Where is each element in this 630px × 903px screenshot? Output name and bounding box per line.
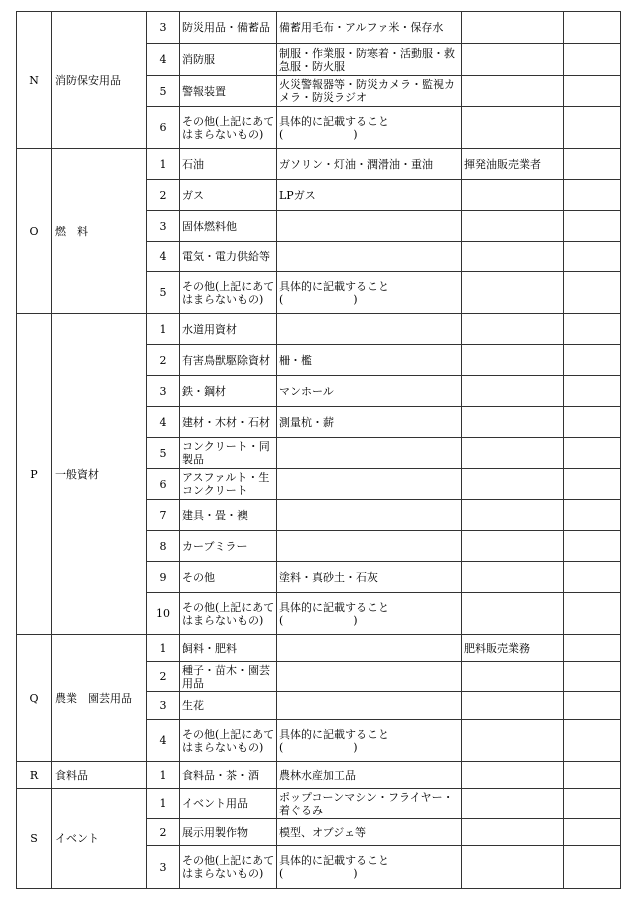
item-example: 柵・檻 xyxy=(277,345,462,376)
category-table xyxy=(16,11,621,889)
category-name: 食料品 xyxy=(52,762,147,789)
item-number: 5 xyxy=(147,76,180,107)
blank-cell xyxy=(564,819,621,846)
blank-cell xyxy=(564,107,621,149)
item-number: 4 xyxy=(147,242,180,272)
item-example: 塗料・真砂土・石灰 xyxy=(277,562,462,593)
blank-cell xyxy=(564,662,621,692)
item-example-blank: ( ) xyxy=(279,127,358,141)
item-note xyxy=(462,211,564,242)
item-example-blank: ( ) xyxy=(279,867,358,880)
item-number: 1 xyxy=(147,789,180,819)
item-note xyxy=(462,662,564,692)
blank-cell xyxy=(564,438,621,469)
item-note xyxy=(462,12,564,44)
item-name: 食料品・茶・酒 xyxy=(180,762,277,789)
category-code: P xyxy=(17,314,52,635)
blank-cell xyxy=(564,345,621,376)
blank-cell xyxy=(564,531,621,562)
item-name: 消防服 xyxy=(180,44,277,76)
table-row xyxy=(17,149,621,180)
table-row xyxy=(17,762,621,789)
item-number: 10 xyxy=(147,593,180,635)
item-note xyxy=(462,692,564,720)
item-example xyxy=(277,662,462,692)
item-example-cell xyxy=(277,720,462,762)
item-number: 2 xyxy=(147,180,180,211)
item-number: 3 xyxy=(147,692,180,720)
table-row xyxy=(17,635,621,662)
blank-cell xyxy=(564,469,621,500)
item-number: 5 xyxy=(147,438,180,469)
item-name: ガス xyxy=(180,180,277,211)
item-example xyxy=(277,469,462,500)
item-example: 具体的に記載すること xyxy=(279,600,389,614)
category-name: 消防保安用品 xyxy=(52,12,147,149)
item-note xyxy=(462,789,564,819)
item-example: マンホール xyxy=(277,376,462,407)
blank-cell xyxy=(564,242,621,272)
category-code: N xyxy=(17,12,52,149)
item-number: 3 xyxy=(147,12,180,44)
item-note xyxy=(462,438,564,469)
table-row xyxy=(17,12,621,44)
item-note xyxy=(462,76,564,107)
category-name: 燃 料 xyxy=(52,149,147,314)
table-row xyxy=(17,314,621,345)
blank-cell xyxy=(564,720,621,762)
item-example xyxy=(277,635,462,662)
item-example: 具体的に記載すること xyxy=(279,727,389,741)
item-example xyxy=(277,438,462,469)
item-note xyxy=(462,242,564,272)
item-number: 2 xyxy=(147,345,180,376)
item-note: 肥料販売業務 xyxy=(462,635,564,662)
item-example: 農林水産加工品 xyxy=(277,762,462,789)
item-name: 有害鳥獣駆除資材 xyxy=(180,345,277,376)
blank-cell xyxy=(564,846,621,889)
item-number: 7 xyxy=(147,500,180,531)
item-number: 1 xyxy=(147,314,180,345)
blank-cell xyxy=(564,76,621,107)
item-example xyxy=(277,211,462,242)
item-note: 揮発油販売業者 xyxy=(462,149,564,180)
item-name: その他(上記にあてはまらないもの) xyxy=(180,720,277,762)
item-name: アスファルト・生コンクリート xyxy=(180,469,277,500)
item-example-blank: ( ) xyxy=(279,292,358,306)
item-name: 電気・電力供給等 xyxy=(180,242,277,272)
item-example-blank: ( ) xyxy=(279,740,358,754)
item-note xyxy=(462,531,564,562)
item-name: 種子・苗木・園芸用品 xyxy=(180,662,277,692)
item-note xyxy=(462,593,564,635)
item-name: 建材・木材・石材 xyxy=(180,407,277,438)
blank-cell xyxy=(564,407,621,438)
table-row xyxy=(17,789,621,819)
item-number: 4 xyxy=(147,44,180,76)
item-note xyxy=(462,819,564,846)
item-example-cell xyxy=(277,272,462,314)
item-note xyxy=(462,314,564,345)
item-name: カーブミラー xyxy=(180,531,277,562)
item-number: 3 xyxy=(147,211,180,242)
item-note xyxy=(462,562,564,593)
category-name: 一般資材 xyxy=(52,314,147,635)
item-number: 6 xyxy=(147,107,180,149)
item-number: 4 xyxy=(147,407,180,438)
item-number: 1 xyxy=(147,149,180,180)
item-name: 生花 xyxy=(180,692,277,720)
item-name: その他(上記にあてはまらないもの) xyxy=(180,846,277,889)
item-example: LPガス xyxy=(277,180,462,211)
item-name: 鉄・鋼材 xyxy=(180,376,277,407)
blank-cell xyxy=(564,211,621,242)
item-example: 具体的に記載すること xyxy=(279,114,389,128)
item-example: 模型、オブジェ等 xyxy=(277,819,462,846)
category-code: O xyxy=(17,149,52,314)
item-number: 1 xyxy=(147,635,180,662)
blank-cell xyxy=(564,44,621,76)
blank-cell xyxy=(564,180,621,211)
item-example: 備蓄用毛布・アルファ米・保存水 xyxy=(277,12,462,44)
blank-cell xyxy=(564,692,621,720)
item-note xyxy=(462,762,564,789)
blank-cell xyxy=(564,149,621,180)
item-note xyxy=(462,107,564,149)
item-example xyxy=(277,531,462,562)
item-name: その他(上記にあてはまらないもの) xyxy=(180,593,277,635)
item-name: 固体燃料他 xyxy=(180,211,277,242)
item-example-blank: ( ) xyxy=(279,613,358,627)
item-example: 制服・作業服・防寒着・活動服・救急服・防火服 xyxy=(277,44,462,76)
blank-cell xyxy=(564,376,621,407)
item-example: ポップコーンマシン・フライヤー・着ぐるみ xyxy=(277,789,462,819)
item-example: 測量杭・薪 xyxy=(277,407,462,438)
item-number: 2 xyxy=(147,819,180,846)
item-note xyxy=(462,345,564,376)
item-name: 飼料・肥料 xyxy=(180,635,277,662)
item-number: 8 xyxy=(147,531,180,562)
item-example xyxy=(277,500,462,531)
blank-cell xyxy=(564,762,621,789)
item-name: イベント用品 xyxy=(180,789,277,819)
item-example: 火災警報器等・防災カメラ・監視カメラ・防災ラジオ xyxy=(277,76,462,107)
item-number: 3 xyxy=(147,846,180,889)
blank-cell xyxy=(564,593,621,635)
item-number: 6 xyxy=(147,469,180,500)
item-number: 3 xyxy=(147,376,180,407)
item-note xyxy=(462,846,564,889)
item-number: 9 xyxy=(147,562,180,593)
item-name: 展示用製作物 xyxy=(180,819,277,846)
category-code: S xyxy=(17,789,52,889)
item-note xyxy=(462,469,564,500)
category-code: R xyxy=(17,762,52,789)
item-example-cell xyxy=(277,846,462,889)
item-name: 防災用品・備蓄品 xyxy=(180,12,277,44)
item-example xyxy=(277,242,462,272)
blank-cell xyxy=(564,789,621,819)
blank-cell xyxy=(564,314,621,345)
item-name: その他(上記にあてはまらないもの) xyxy=(180,272,277,314)
item-number: 1 xyxy=(147,762,180,789)
item-example xyxy=(277,692,462,720)
item-example-cell xyxy=(277,107,462,149)
item-name: 警報装置 xyxy=(180,76,277,107)
blank-cell xyxy=(564,272,621,314)
item-name: その他(上記にあてはまらないもの) xyxy=(180,107,277,149)
item-note xyxy=(462,44,564,76)
item-note xyxy=(462,407,564,438)
blank-cell xyxy=(564,12,621,44)
item-name: 建具・畳・襖 xyxy=(180,500,277,531)
item-note xyxy=(462,376,564,407)
blank-cell xyxy=(564,635,621,662)
item-number: 4 xyxy=(147,720,180,762)
item-note xyxy=(462,180,564,211)
blank-cell xyxy=(564,500,621,531)
item-example-cell xyxy=(277,593,462,635)
item-note xyxy=(462,272,564,314)
item-example: 具体的に記載すること xyxy=(279,279,389,293)
item-number: 5 xyxy=(147,272,180,314)
item-name: コンクリート・同製品 xyxy=(180,438,277,469)
item-example xyxy=(277,314,462,345)
item-name: 水道用資材 xyxy=(180,314,277,345)
item-name: 石油 xyxy=(180,149,277,180)
item-example: 具体的に記載すること xyxy=(279,854,389,867)
category-code: Q xyxy=(17,635,52,762)
item-note xyxy=(462,720,564,762)
blank-cell xyxy=(564,562,621,593)
item-example: ガソリン・灯油・潤滑油・重油 xyxy=(277,149,462,180)
category-name: イベント xyxy=(52,789,147,889)
item-name: その他 xyxy=(180,562,277,593)
item-note xyxy=(462,500,564,531)
category-name: 農業 園芸用品 xyxy=(52,635,147,762)
item-number: 2 xyxy=(147,662,180,692)
